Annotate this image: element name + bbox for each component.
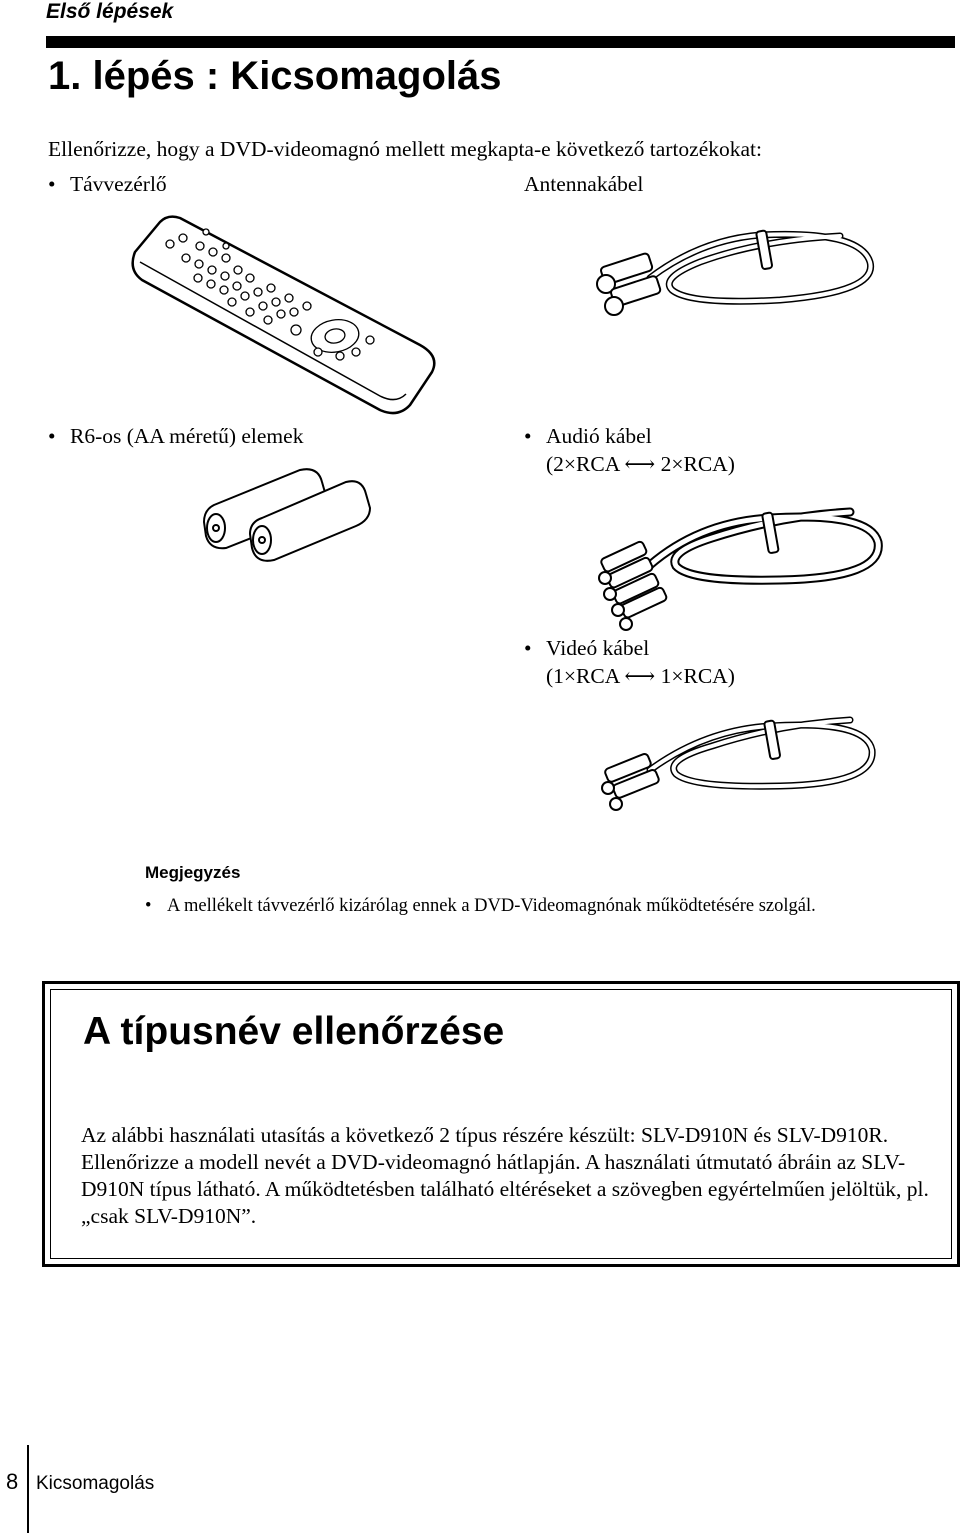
note-title: Megjegyzés bbox=[145, 863, 241, 882]
bullet: • bbox=[145, 896, 152, 916]
model-name-box-inner bbox=[50, 989, 952, 1259]
model-name-box bbox=[42, 981, 960, 1267]
model-box-title: A típusnév ellenőrzése bbox=[83, 1010, 505, 1053]
note-text: A mellékelt távvezérlő kizárólag ennek a DVD-Videomagnónak működtetésére szolgál. bbox=[167, 896, 816, 916]
item-antenna-label: Antennakábel bbox=[524, 172, 644, 196]
page-title: 1. lépés : Kicsomagolás bbox=[48, 54, 502, 98]
item-remote-label: Távvezérlő bbox=[70, 172, 167, 196]
bullet: • bbox=[524, 636, 532, 660]
item-video-spec: (1×RCA ⟷ 1×RCA) bbox=[546, 664, 735, 688]
section-label: Első lépések bbox=[46, 0, 174, 23]
footer-bar bbox=[27, 1445, 29, 1533]
item-batteries-label: R6-os (AA méretű) elemek bbox=[70, 424, 304, 448]
item-audio-spec: (2×RCA ⟷ 2×RCA) bbox=[546, 452, 735, 476]
model-box-text: Az alábbi használati utasítás a következő 2 típus részére készült: SLV-D910N és SLV-D910R. Ellenőrizze a modell nevét a DVD-videomagnó hátlapján. A használati útmutató ábráin az SLV-D910N típus látható. A működtetésben található eltéréseket a szövegben egyértelműen jelöltük, pl. „csak SLV-D910N”. bbox=[81, 1123, 929, 1228]
bullet: • bbox=[48, 424, 56, 448]
note-body bbox=[145, 891, 925, 921]
item-video-label: Videó kábel bbox=[546, 636, 650, 660]
bullet: • bbox=[524, 424, 532, 448]
intro-text: Ellenőrizze, hogy a DVD-videomagnó mellett megkapta-e következő tartozékokat: bbox=[48, 137, 763, 161]
bullet: • bbox=[48, 172, 56, 196]
footer-label: Kicsomagolás bbox=[36, 1473, 155, 1494]
item-audio-label: Audió kábel bbox=[546, 424, 652, 448]
page-number: 8 bbox=[6, 1469, 19, 1494]
